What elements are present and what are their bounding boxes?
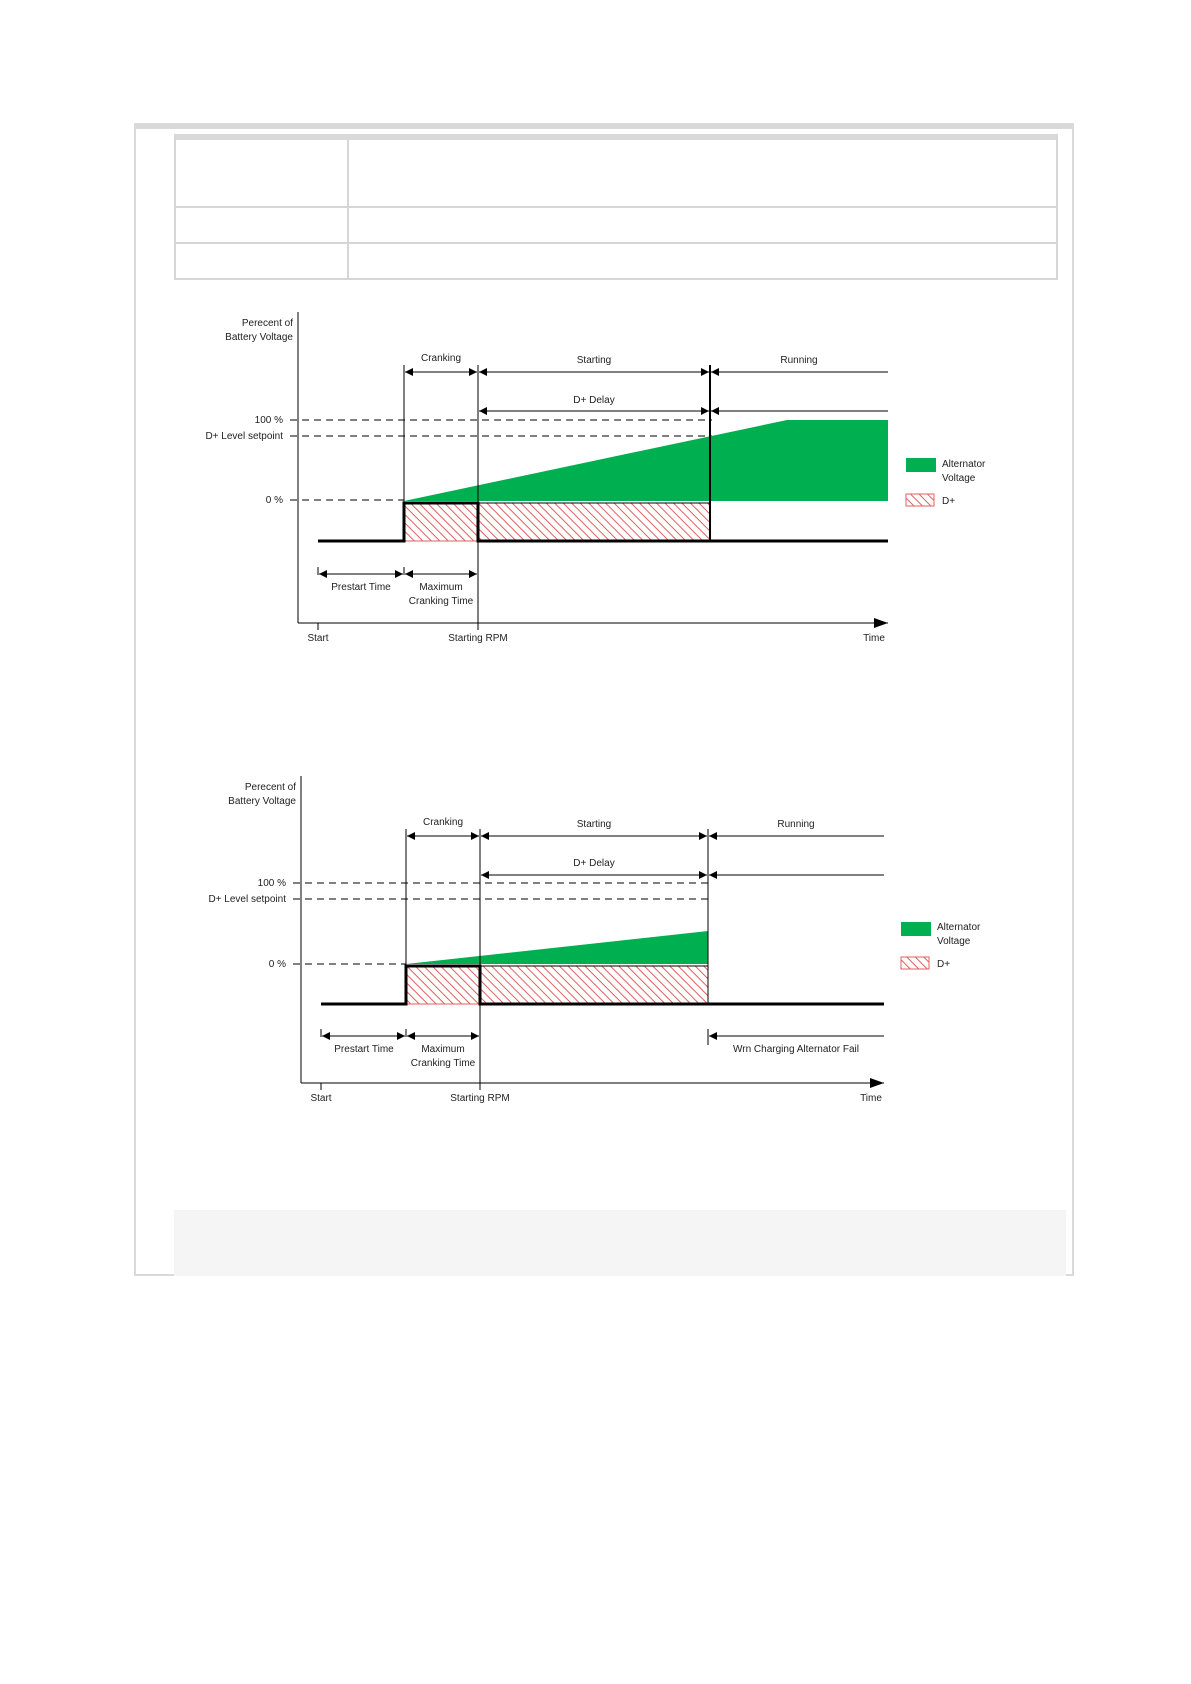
legend-d-plus-swatch [906, 494, 934, 506]
legend-alternator-label: Alternator [942, 459, 986, 470]
y-label-0: 0 % [265, 495, 283, 506]
d-plus-delay-label: D+ Delay [573, 858, 615, 869]
phase-running: Running [777, 819, 815, 830]
legend-alternator-label: Voltage [942, 473, 976, 484]
max-crank-label: Maximum [419, 582, 463, 593]
phase-cranking: Cranking [420, 353, 462, 364]
y-label-setpoint: D+ Level setpoint [208, 894, 286, 905]
phase-running: Running [780, 355, 818, 366]
x-label-start: Start [310, 1093, 332, 1104]
d-plus-delay-label: D+ Delay [573, 395, 615, 406]
prestart-time-label: Prestart Time [331, 582, 391, 593]
legend-alternator-label: Voltage [937, 936, 971, 947]
legend-alternator-label: Alternator [937, 922, 981, 933]
table-row [176, 242, 1056, 280]
max-crank-label: Maximum [421, 1044, 465, 1055]
alternator-voltage-area [404, 420, 888, 501]
phase-cranking: Cranking [422, 817, 464, 828]
alternator-voltage-area [406, 931, 708, 964]
x-label-starting-rpm: Starting RPM [450, 1093, 510, 1104]
parameter-table [174, 134, 1058, 280]
phase-starting: Starting [576, 819, 612, 830]
y-axis-title: Battery Voltage [228, 796, 296, 807]
y-axis-title: Battery Voltage [225, 332, 293, 343]
table-row [176, 140, 1056, 208]
table-row [176, 206, 1056, 244]
x-label-time: Time [863, 633, 885, 644]
phase-starting: Starting [576, 355, 612, 366]
legend-alternator-swatch [901, 922, 931, 936]
max-crank-label: Cranking Time [410, 1058, 476, 1069]
y-label-100: 100 % [254, 415, 283, 426]
diagram-charging-fail [0, 765, 1191, 1125]
legend-d-plus-label: D+ [937, 959, 951, 970]
alternator-fail-label: Wrn Charging Alternator Fail [733, 1044, 859, 1055]
note-box [174, 1210, 1066, 1276]
legend-d-plus-label: D+ [942, 496, 956, 507]
diagram-charging-ok [0, 300, 1191, 660]
d-plus-area [406, 966, 708, 1004]
max-crank-label: Cranking Time [408, 596, 474, 607]
y-label-0: 0 % [268, 959, 286, 970]
y-axis-title: Perecent of [244, 782, 296, 793]
x-label-start: Start [307, 633, 329, 644]
x-label-starting-rpm: Starting RPM [448, 633, 508, 644]
table-column-separator [347, 140, 349, 278]
y-label-100: 100 % [257, 878, 286, 889]
legend-d-plus-swatch [901, 957, 929, 969]
prestart-time-label: Prestart Time [334, 1044, 394, 1055]
d-plus-area [404, 503, 710, 541]
x-label-time: Time [860, 1093, 882, 1104]
y-label-setpoint: D+ Level setpoint [205, 431, 283, 442]
y-axis-title: Perecent of [241, 318, 293, 329]
legend-alternator-swatch [906, 458, 936, 472]
